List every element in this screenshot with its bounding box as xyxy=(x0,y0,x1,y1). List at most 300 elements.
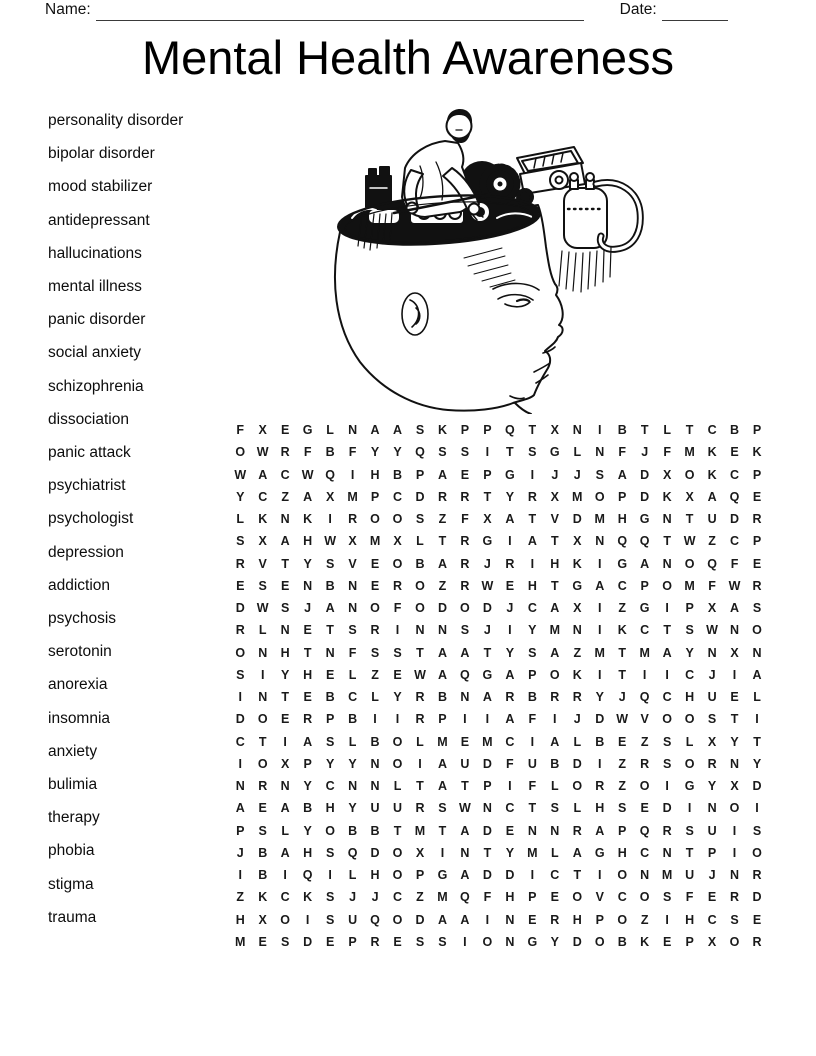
grid-letter-cell: P xyxy=(685,934,694,949)
grid-letter-cell: Q xyxy=(639,534,650,549)
grid-letter-cell: S xyxy=(415,934,425,949)
grid-letter-cell: B xyxy=(370,734,380,749)
grid-letter-cell: N xyxy=(572,623,582,638)
grid-letter-cell: I xyxy=(597,756,602,771)
grid-letter-cell: I xyxy=(597,601,602,616)
grid-letter-cell: N xyxy=(370,756,380,771)
grid-letter-cell: E xyxy=(662,934,672,949)
grid-letter-cell: B xyxy=(258,868,268,883)
grid-letter-cell: R xyxy=(280,445,290,460)
grid-letter-cell: T xyxy=(730,712,739,727)
grid-letter-cell: O xyxy=(257,712,268,727)
grid-letter-cell: R xyxy=(370,623,380,638)
grid-letter-cell: R xyxy=(550,690,560,705)
grid-letter-cell: O xyxy=(684,556,695,571)
header-row xyxy=(45,1,742,21)
word-list-item: mood stabilizer xyxy=(48,178,153,196)
grid-letter-cell: A xyxy=(280,845,290,860)
grid-letter-cell: P xyxy=(528,890,537,905)
grid-letter-cell: C xyxy=(707,912,717,927)
grid-letter-cell: Q xyxy=(370,912,380,927)
grid-letter-cell: C xyxy=(348,690,358,705)
grid-letter-cell: W xyxy=(683,534,696,549)
grid-letter-cell: O xyxy=(572,890,583,905)
grid-letter-cell: A xyxy=(258,467,268,482)
grid-letter-cell: P xyxy=(348,934,357,949)
grid-letter-cell: N xyxy=(460,690,470,705)
grid-letter-cell: R xyxy=(303,712,313,727)
grid-letter-cell: R xyxy=(752,578,762,593)
toolbox-left xyxy=(366,167,391,207)
grid-letter-cell: A xyxy=(662,645,672,660)
grid-letter-cell: A xyxy=(730,601,740,616)
grid-letter-cell: S xyxy=(550,801,559,816)
grid-letter-cell: P xyxy=(483,423,492,438)
grid-letter-cell: N xyxy=(662,556,672,571)
grid-letter-cell: K xyxy=(617,623,627,638)
grid-letter-cell: P xyxy=(752,423,762,438)
grid-letter-cell: C xyxy=(235,734,245,749)
grid-letter-cell: X xyxy=(415,845,425,860)
grid-letter-cell: S xyxy=(528,645,537,660)
name-label: Name: xyxy=(45,1,91,18)
grid-letter-cell: R xyxy=(752,868,762,883)
grid-letter-cell: X xyxy=(730,645,739,660)
grid-letter-cell: T xyxy=(640,423,649,438)
grid-letter-cell: L xyxy=(326,423,334,438)
grid-letter-cell: I xyxy=(530,467,535,482)
grid-letter-cell: S xyxy=(236,667,245,682)
grid-letter-cell: A xyxy=(437,467,447,482)
grid-letter-cell: Q xyxy=(460,667,470,682)
grid-letter-cell: P xyxy=(752,467,762,482)
grid-letter-cell: D xyxy=(482,756,492,771)
grid-letter-cell: I xyxy=(463,712,467,727)
word-list-item: psychiatrist xyxy=(48,477,126,495)
grid-letter-cell: Q xyxy=(617,534,628,549)
grid-letter-cell: X xyxy=(707,734,717,749)
grid-letter-cell: B xyxy=(595,734,605,749)
grid-letter-cell: J xyxy=(573,712,581,727)
grid-letter-cell: M xyxy=(369,534,381,549)
grid-letter-cell: R xyxy=(258,779,268,794)
grid-letter-cell: I xyxy=(508,534,512,549)
grid-letter-cell: K xyxy=(707,467,717,482)
grid-letter-cell: I xyxy=(597,623,602,638)
grid-letter-cell: J xyxy=(506,601,514,616)
grid-letter-cell: U xyxy=(527,756,537,771)
grid-letter-cell: Y xyxy=(370,445,380,460)
grid-letter-cell: T xyxy=(528,423,537,438)
grid-letter-cell: S xyxy=(325,556,335,571)
grid-letter-cell: A xyxy=(437,556,447,571)
grid-letter-cell: E xyxy=(640,801,649,816)
hatching-right xyxy=(559,248,611,292)
grid-letter-cell: O xyxy=(392,868,403,883)
grid-letter-cell: B xyxy=(370,823,380,838)
grid-letter-cell: E xyxy=(730,445,739,460)
grid-letter-cell: I xyxy=(553,712,557,727)
grid-letter-cell: P xyxy=(415,467,425,482)
grid-letter-cell: E xyxy=(303,623,312,638)
grid-letter-cell: K xyxy=(258,890,268,905)
grid-letter-cell: M xyxy=(527,845,538,860)
grid-letter-cell: M xyxy=(684,578,695,593)
word-list-item: hallucinations xyxy=(48,244,142,262)
grid-letter-cell: V xyxy=(550,512,559,527)
grid-letter-cell: O xyxy=(639,779,650,794)
grid-letter-cell: O xyxy=(235,645,246,660)
grid-letter-cell: E xyxy=(528,912,537,927)
grid-letter-cell: L xyxy=(348,734,357,749)
word-list-item: schizophrenia xyxy=(48,377,144,395)
grid-letter-cell: S xyxy=(662,890,672,905)
grid-letter-cell: G xyxy=(527,934,538,949)
grid-letter-cell: R xyxy=(572,690,582,705)
grid-letter-cell: T xyxy=(483,845,492,860)
date-label: Date: xyxy=(619,1,657,18)
grid-letter-cell: P xyxy=(640,578,649,593)
grid-letter-cell: A xyxy=(707,489,717,504)
grid-letter-cell: X xyxy=(573,534,582,549)
grid-letter-cell: T xyxy=(438,823,447,838)
word-list-item: depression xyxy=(48,543,124,561)
grid-letter-cell: X xyxy=(573,601,582,616)
grid-letter-cell: N xyxy=(662,512,672,527)
grid-letter-cell: A xyxy=(550,601,560,616)
grid-letter-cell: Q xyxy=(729,489,740,504)
grid-letter-cell: T xyxy=(618,667,627,682)
grid-letter-cell: O xyxy=(684,756,695,771)
grid-letter-cell: Y xyxy=(595,690,604,705)
grid-letter-cell: H xyxy=(370,868,380,883)
grid-letter-cell: R xyxy=(437,489,447,504)
grid-letter-cell: O xyxy=(684,467,695,482)
grid-letter-cell: D xyxy=(303,934,313,949)
grid-letter-cell: P xyxy=(707,845,717,860)
grid-letter-cell: N xyxy=(303,578,313,593)
grid-letter-cell: F xyxy=(708,578,716,593)
grid-letter-cell: X xyxy=(258,912,267,927)
grid-letter-cell: N xyxy=(460,845,470,860)
word-list-item: therapy xyxy=(48,809,100,827)
grid-letter-cell: Y xyxy=(685,645,694,660)
grid-letter-cell: Y xyxy=(393,690,402,705)
grid-letter-cell: I xyxy=(395,623,400,638)
grid-letter-cell: A xyxy=(325,601,335,616)
grid-letter-cell: R xyxy=(662,823,672,838)
grid-letter-cell: A xyxy=(280,801,290,816)
grid-letter-cell: H xyxy=(303,534,313,549)
grid-letter-cell: H xyxy=(527,578,537,593)
grid-letter-cell: O xyxy=(752,623,762,638)
grid-letter-cell: T xyxy=(416,779,424,794)
grid-letter-cell: R xyxy=(572,823,582,838)
grid-letter-cell: R xyxy=(505,556,515,571)
grid-letter-cell: N xyxy=(640,868,650,883)
grid-letter-cell: L xyxy=(258,623,267,638)
grid-letter-cell: S xyxy=(348,623,357,638)
page-title: Mental Health Awareness xyxy=(141,31,675,84)
grid-letter-cell: C xyxy=(662,690,672,705)
grid-letter-cell: H xyxy=(505,890,515,905)
grid-letter-cell: C xyxy=(640,845,650,860)
grid-letter-cell: T xyxy=(685,512,694,527)
grid-letter-cell: F xyxy=(618,445,627,460)
grid-letter-cell: A xyxy=(505,667,515,682)
grid-letter-cell: J xyxy=(349,890,357,905)
grid-letter-cell: S xyxy=(730,912,739,927)
grid-letter-cell: Y xyxy=(707,779,717,794)
grid-letter-cell: O xyxy=(392,756,403,771)
grid-letter-cell: X xyxy=(325,489,335,504)
grid-letter-cell: N xyxy=(527,823,537,838)
grid-letter-cell: A xyxy=(595,578,605,593)
grid-letter-cell: I xyxy=(305,912,310,927)
grid-letter-cell: L xyxy=(348,667,357,682)
grid-letter-cell: Y xyxy=(281,667,290,682)
grid-letter-cell: A xyxy=(505,712,515,727)
grid-letter-cell: A xyxy=(460,823,470,838)
word-list-item: anxiety xyxy=(48,742,98,760)
word-search-grid xyxy=(229,419,768,953)
grid-letter-cell: R xyxy=(460,489,470,504)
grid-letter-cell: D xyxy=(415,912,425,927)
grid-letter-cell: I xyxy=(238,690,242,705)
grid-letter-cell: A xyxy=(482,690,492,705)
grid-letter-cell: K xyxy=(437,423,447,438)
grid-letter-cell: T xyxy=(618,645,627,660)
grid-letter-cell: R xyxy=(460,578,470,593)
grid-letter-cell: F xyxy=(483,890,492,905)
word-list xyxy=(48,104,183,934)
grid-letter-cell: Q xyxy=(639,690,650,705)
grid-letter-cell: R xyxy=(640,756,650,771)
grid-letter-cell: Z xyxy=(640,912,649,927)
grid-letter-cell: O xyxy=(392,512,403,527)
grid-letter-cell: O xyxy=(280,912,291,927)
grid-letter-cell: D xyxy=(437,601,447,616)
grid-letter-cell: L xyxy=(573,801,582,816)
grid-letter-cell: I xyxy=(238,756,242,771)
grid-letter-cell: G xyxy=(684,779,695,794)
grid-letter-cell: S xyxy=(662,756,672,771)
grid-letter-cell: U xyxy=(393,801,403,816)
grid-letter-cell: A xyxy=(370,423,380,438)
grid-letter-cell: E xyxy=(370,556,380,571)
grid-letter-cell: I xyxy=(463,934,467,949)
grid-letter-cell: N xyxy=(505,934,515,949)
grid-letter-cell: C xyxy=(685,667,695,682)
grid-letter-cell: Y xyxy=(505,645,515,660)
grid-letter-cell: J xyxy=(618,690,626,705)
grid-letter-cell: H xyxy=(595,801,605,816)
grid-letter-cell: S xyxy=(325,845,335,860)
grid-letter-cell: W xyxy=(728,578,741,593)
grid-letter-cell: M xyxy=(639,645,650,660)
grid-letter-cell: V xyxy=(258,556,267,571)
grid-letter-cell: S xyxy=(236,534,245,549)
grid-letter-cell: Y xyxy=(236,489,245,504)
grid-letter-cell: T xyxy=(326,623,334,638)
grid-letter-cell: Q xyxy=(639,823,650,838)
grid-letter-cell: N xyxy=(482,801,492,816)
grid-letter-cell: N xyxy=(595,445,605,460)
grid-letter-cell: S xyxy=(325,912,335,927)
word-list-item: anorexia xyxy=(48,676,108,694)
grid-letter-cell: I xyxy=(597,423,602,438)
grid-letter-cell: L xyxy=(236,512,245,527)
grid-letter-cell: T xyxy=(258,734,267,749)
grid-letter-cell: O xyxy=(482,934,493,949)
grid-letter-cell: P xyxy=(303,756,312,771)
grid-letter-cell: G xyxy=(482,534,493,549)
grid-letter-cell: I xyxy=(485,445,490,460)
word-list-item: phobia xyxy=(48,842,95,860)
grid-letter-cell: R xyxy=(415,690,425,705)
grid-letter-cell: N xyxy=(235,779,245,794)
grid-letter-cell: S xyxy=(415,512,425,527)
grid-letter-cell: J xyxy=(641,445,649,460)
grid-letter-cell: I xyxy=(665,601,669,616)
grid-letter-cell: I xyxy=(350,467,355,482)
grid-letter-cell: L xyxy=(393,779,402,794)
grid-letter-cell: L xyxy=(663,423,671,438)
word-list-item: stigma xyxy=(48,875,94,893)
grid-letter-cell: E xyxy=(258,934,267,949)
grid-letter-cell: D xyxy=(572,756,582,771)
grid-letter-cell: I xyxy=(283,734,287,749)
grid-letter-cell: S xyxy=(325,734,335,749)
grid-letter-cell: Y xyxy=(528,623,537,638)
grid-letter-cell: P xyxy=(325,712,335,727)
grid-letter-cell: E xyxy=(281,712,290,727)
grid-letter-cell: Y xyxy=(303,823,312,838)
grid-letter-cell: E xyxy=(258,801,267,816)
grid-letter-cell: I xyxy=(530,556,535,571)
grid-letter-cell: Z xyxy=(438,578,447,593)
grid-letter-cell: K xyxy=(572,556,582,571)
grid-letter-cell: N xyxy=(707,801,717,816)
grid-letter-cell: O xyxy=(392,556,403,571)
grid-letter-cell: T xyxy=(550,578,559,593)
grid-letter-cell: I xyxy=(665,667,669,682)
grid-letter-cell: W xyxy=(324,534,337,549)
grid-letter-cell: M xyxy=(347,489,358,504)
grid-letter-cell: B xyxy=(348,712,358,727)
grid-letter-cell: O xyxy=(617,868,628,883)
grid-letter-cell: I xyxy=(642,667,647,682)
grid-letter-cell: Q xyxy=(325,467,335,482)
grid-letter-cell: I xyxy=(665,779,669,794)
grid-letter-cell: E xyxy=(325,667,335,682)
grid-letter-cell: U xyxy=(707,823,717,838)
name-input-line[interactable] xyxy=(96,3,584,21)
grid-letter-cell: C xyxy=(550,868,560,883)
grid-letter-cell: U xyxy=(707,512,717,527)
date-input-line[interactable] xyxy=(662,3,728,21)
grid-letter-cell: N xyxy=(595,534,605,549)
grid-letter-cell: C xyxy=(730,534,740,549)
grid-letter-cell: D xyxy=(752,779,762,794)
grid-letter-cell: T xyxy=(461,779,469,794)
grid-letter-cell: U xyxy=(460,756,470,771)
grid-letter-cell: H xyxy=(617,512,627,527)
grid-letter-cell: I xyxy=(597,868,602,883)
grid-letter-cell: O xyxy=(662,578,672,593)
grid-letter-cell: T xyxy=(663,623,671,638)
grid-letter-cell: O xyxy=(460,601,470,616)
grid-letter-cell: L xyxy=(573,734,582,749)
grid-letter-cell: A xyxy=(437,645,447,660)
grid-letter-cell: D xyxy=(370,845,380,860)
grid-letter-cell: J xyxy=(708,667,716,682)
grid-letter-cell: D xyxy=(595,712,605,727)
grid-letter-cell: P xyxy=(483,779,492,794)
grid-letter-cell: W xyxy=(256,601,269,616)
grid-letter-cell: P xyxy=(460,423,470,438)
grid-letter-cell: N xyxy=(280,623,290,638)
grid-letter-cell: B xyxy=(527,690,537,705)
grid-letter-cell: X xyxy=(707,934,717,949)
grid-letter-cell: G xyxy=(302,423,313,438)
grid-letter-cell: X xyxy=(685,489,694,504)
grid-letter-cell: S xyxy=(685,623,694,638)
grid-letter-cell: J xyxy=(371,890,379,905)
grid-letter-cell: O xyxy=(392,734,403,749)
grid-letter-cell: D xyxy=(640,489,650,504)
grid-letter-cell: F xyxy=(685,890,694,905)
grid-letter-cell: Y xyxy=(348,801,357,816)
grid-letter-cell: Z xyxy=(371,667,379,682)
grid-letter-cell: J xyxy=(236,845,244,860)
word-list-item: dissociation xyxy=(48,410,129,428)
grid-letter-cell: E xyxy=(460,734,470,749)
grid-letter-cell: M xyxy=(437,734,448,749)
grid-letter-cell: S xyxy=(438,801,447,816)
grid-letter-cell: B xyxy=(617,934,627,949)
grid-letter-cell: T xyxy=(550,534,559,549)
grid-letter-cell: D xyxy=(235,712,245,727)
grid-letter-cell: Y xyxy=(505,489,515,504)
grid-letter-cell: S xyxy=(281,934,290,949)
grid-letter-cell: D xyxy=(730,512,740,527)
grid-letter-cell: E xyxy=(752,556,762,571)
grid-letter-cell: K xyxy=(303,890,313,905)
grid-letter-cell: O xyxy=(617,912,628,927)
grid-letter-cell: M xyxy=(594,512,605,527)
grid-letter-cell: T xyxy=(303,645,312,660)
grid-letter-cell: N xyxy=(730,623,740,638)
grid-letter-cell: D xyxy=(572,512,582,527)
grid-letter-cell: Y xyxy=(393,445,402,460)
grid-letter-cell: W xyxy=(414,667,426,682)
grid-letter-cell: N xyxy=(752,645,762,660)
grid-letter-cell: K xyxy=(752,445,762,460)
grid-letter-cell: X xyxy=(550,489,559,504)
grid-letter-cell: N xyxy=(437,623,447,638)
grid-letter-cell: P xyxy=(370,489,380,504)
grid-letter-cell: R xyxy=(505,690,515,705)
grid-letter-cell: D xyxy=(752,890,762,905)
grid-letter-cell: X xyxy=(348,534,357,549)
grid-letter-cell: R xyxy=(370,934,380,949)
grid-letter-cell: C xyxy=(617,578,627,593)
grid-letter-cell: S xyxy=(258,823,267,838)
grid-letter-cell: R xyxy=(393,578,403,593)
grid-letter-cell: D xyxy=(415,489,425,504)
grid-letter-cell: A xyxy=(550,645,560,660)
